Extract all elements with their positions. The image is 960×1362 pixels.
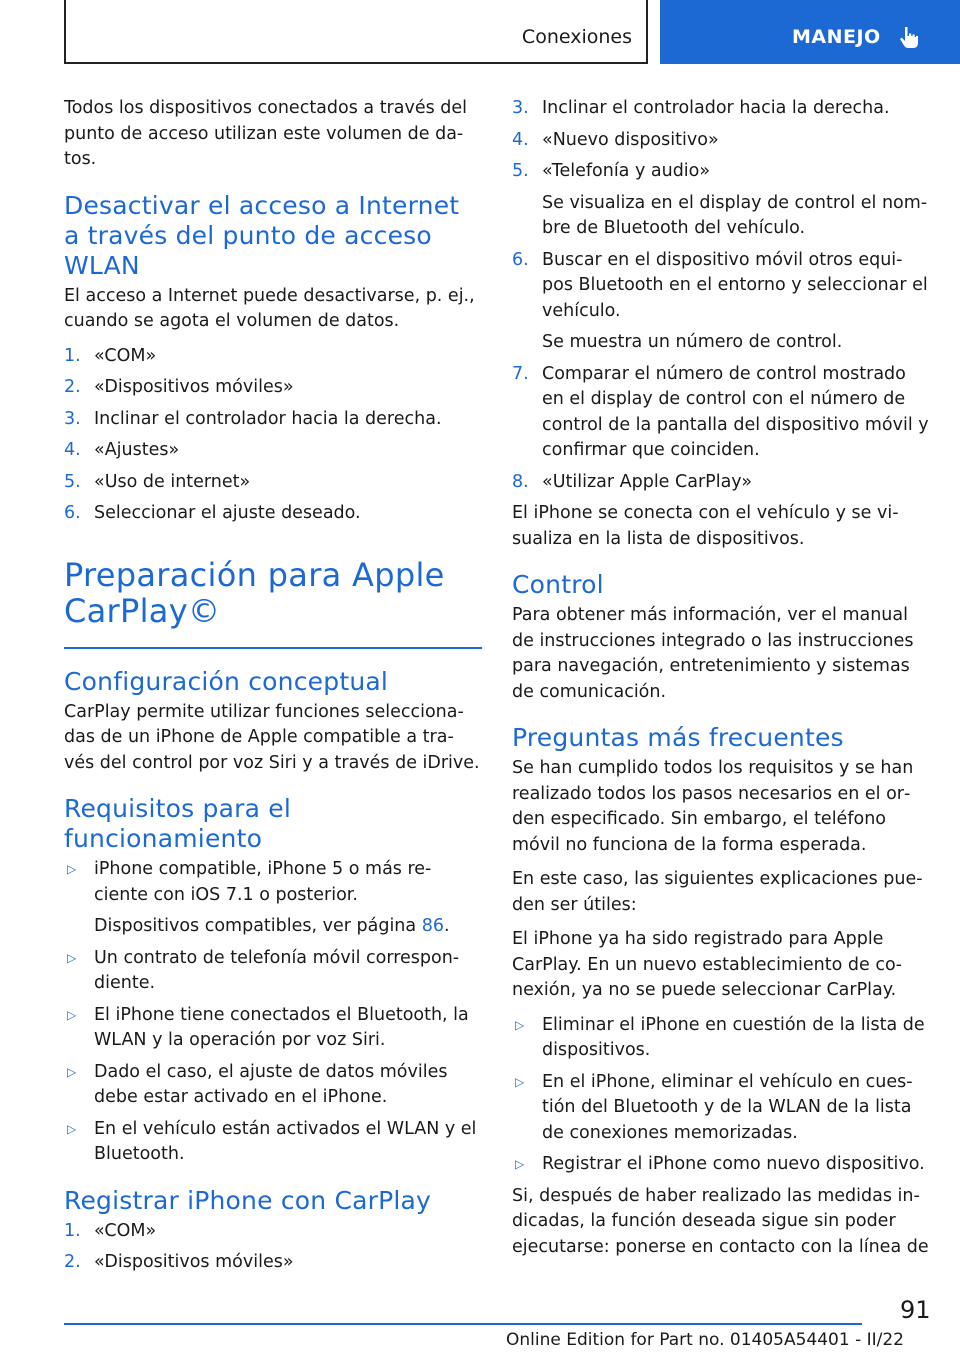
page-number: 91 — [900, 1296, 931, 1324]
heading-configuracion: Configuración conceptual — [64, 666, 389, 696]
steps-registrar-cont — [512, 96, 930, 495]
left-column — [64, 96, 482, 1282]
heading-carplay: Preparación para Apple CarPlay© — [64, 555, 445, 630]
faq-paragraph-3: El iPhone ya ha sido registrado para Apple CarPlay. En un nuevo establecimiento de co‐ nexión, ya no se puede seleccionar CarPlay. — [512, 929, 902, 1000]
heading-faq: Preguntas más frecuentes — [512, 723, 844, 752]
heading-registrar: Registrar iPhone con CarPlay — [64, 1185, 432, 1215]
bullet-text: En el vehículo están activados el WLAN y el Bluetooth. — [94, 1118, 477, 1164]
step-number: 8. — [512, 471, 529, 492]
steering-hand-icon — [896, 24, 922, 50]
list-item — [512, 128, 930, 154]
step-text: «COM» — [94, 1220, 157, 1241]
bullet-text: Dado el caso, el ajuste de datos móviles debe estar activado en el iPhone. — [94, 1061, 448, 1107]
bullet-text: El iPhone tiene conectados el Bluetooth, la WLAN y la operación por voz Siri. — [94, 1004, 469, 1050]
list-item — [64, 407, 482, 433]
bullet-text: Un contrato de telefonía móvil correspon‐ diente. — [94, 947, 460, 993]
triangle-bullet-icon: ▷ — [67, 1007, 77, 1022]
step-text: «Dispositivos móviles» — [94, 1252, 294, 1272]
list-item — [64, 1117, 482, 1168]
header-section-box — [64, 0, 648, 64]
list-item — [512, 1013, 930, 1064]
step-number: 2. — [64, 1252, 81, 1272]
chapter-tab-label: MANEJO — [792, 26, 881, 48]
step-number: 4. — [512, 129, 529, 150]
footer-rule — [64, 1323, 862, 1325]
bullet-text: Eliminar el iPhone en cuestión de la lista de dispositivos. — [542, 1014, 925, 1060]
faq-paragraph-1: Se han cumplido todos los requisitos y se han realizado todos los pasos necesarios en el or‐ den especificado. Sin embargo, el teléfono móvil no funciona de la forma esperada. — [512, 758, 914, 855]
steps-desactivar — [64, 344, 482, 527]
after-steps-paragraph: El iPhone se conecta con el vehículo y se vi‐ sualiza en la lista de dispositivos. — [512, 503, 899, 549]
step-text: «Telefonía y audio» — [542, 161, 711, 181]
triangle-bullet-icon: ▷ — [515, 1074, 525, 1089]
step-number: 2. — [64, 377, 81, 397]
faq-paragraph-2: En este caso, las siguientes explicaciones pue‐ den ser útiles: — [512, 869, 923, 915]
list-item — [64, 857, 482, 940]
bullet-subtext: Dispositivos compatibles, ver página 86. — [94, 916, 450, 936]
step-subtext: Se muestra un número de control. — [542, 332, 843, 352]
page-link[interactable]: 86 — [421, 916, 444, 936]
step-text: «Uso de internet» — [94, 471, 251, 492]
list-item — [64, 470, 482, 496]
list-item — [512, 248, 930, 356]
heading-control: Control — [512, 570, 604, 599]
requisitos-list — [64, 857, 482, 1168]
list-item — [512, 470, 930, 496]
list-item — [64, 375, 482, 401]
step-text: «Dispositivos móviles» — [94, 377, 294, 397]
chapter-tab[interactable] — [660, 0, 960, 64]
triangle-bullet-icon: ▷ — [515, 1157, 525, 1171]
footer-edition: Online Edition for Part no. 01405A54401 - II/22 — [505, 1330, 904, 1350]
triangle-bullet-icon: ▷ — [67, 1064, 77, 1079]
step-text: Inclinar el controlador hacia la derecha. — [94, 408, 442, 429]
desactivar-paragraph: El acceso a Internet puede desactivarse, p. ej., cuando se agota el volumen de datos. — [64, 285, 475, 331]
right-column — [512, 96, 930, 1269]
compatible-devices-text: Dispositivos compatibles, ver página — [94, 916, 417, 936]
list-item — [512, 159, 930, 242]
triangle-bullet-icon: ▷ — [67, 862, 77, 876]
step-text: «Nuevo dispositivo» — [542, 129, 719, 150]
section-title: Conexiones — [521, 26, 632, 48]
step-number: 3. — [64, 408, 81, 429]
step-number: 5. — [512, 161, 529, 181]
list-item — [512, 1152, 930, 1178]
list-item — [512, 1070, 930, 1147]
heading-rule — [64, 647, 482, 649]
step-text: Comparar el número de control mostrado en el display de control con el número de control de la pantalla del dispositivo móvil y confirmar que coinciden. — [542, 363, 929, 460]
list-item — [64, 344, 482, 370]
step-subtext: Se visualiza en el display de control el nom‐ bre de Bluetooth del vehículo. — [542, 192, 928, 238]
step-text: «COM» — [94, 345, 157, 366]
step-number: 4. — [64, 440, 81, 460]
list-item — [64, 1003, 482, 1054]
step-number: 6. — [512, 249, 529, 270]
triangle-bullet-icon: ▷ — [67, 1121, 77, 1136]
control-paragraph: Para obtener más información, ver el manual de instrucciones integrado o las instrucciones para navegación, entretenimiento y sistemas de comunicación. — [512, 605, 914, 702]
step-number: 1. — [64, 345, 81, 366]
step-text: Buscar en el dispositivo móvil otros equi‐ pos Bluetooth en el entorno y seleccionar el vehículo. — [542, 249, 928, 321]
faq-list — [512, 1013, 930, 1178]
bullet-text: Registrar el iPhone como nuevo dispositivo. — [542, 1154, 925, 1174]
step-text: Seleccionar el ajuste deseado. — [94, 503, 361, 523]
list-item — [64, 1219, 482, 1245]
list-item — [64, 501, 482, 527]
step-number: 7. — [512, 363, 529, 384]
list-item — [64, 438, 482, 464]
heading-requisitos: Requisitos para el funcionamiento — [64, 794, 291, 853]
step-number: 3. — [512, 98, 529, 118]
configuracion-paragraph: CarPlay permite utilizar funciones selecciona‐ das de un iPhone de Apple compatible a tra‐ vés del control por voz Siri y a través de iDrive. — [64, 701, 480, 773]
steps-registrar — [64, 1219, 482, 1276]
triangle-bullet-icon: ▷ — [67, 950, 77, 965]
bullet-text: iPhone compatible, iPhone 5 o más re‐ ciente con iOS 7.1 o posterior. — [94, 859, 432, 905]
list-item — [64, 946, 482, 997]
intro-paragraph: Todos los dispositivos conectados a través del punto de acceso utilizan este volumen de da‐ tos. — [64, 98, 468, 169]
step-number: 6. — [64, 503, 81, 523]
list-item — [512, 96, 930, 122]
final-paragraph: Si, después de haber realizado las medidas in‐ dicadas, la función deseada sigue sin poder ejecutarse: ponerse en contacto con la línea de — [512, 1185, 929, 1257]
step-text: «Ajustes» — [94, 440, 180, 460]
step-number: 1. — [64, 1220, 81, 1241]
triangle-bullet-icon: ▷ — [515, 1017, 525, 1032]
list-item — [512, 362, 930, 464]
list-item — [64, 1060, 482, 1111]
step-text: «Utilizar Apple CarPlay» — [542, 471, 753, 492]
bullet-text: En el iPhone, eliminar el vehículo en cues‐ tión del Bluetooth y de la WLAN de la lista de conexiones memorizadas. — [542, 1071, 913, 1143]
step-text: Inclinar el controlador hacia la derecha. — [542, 98, 890, 118]
heading-desactivar: Desactivar el acceso a Internet a través del punto de acceso WLAN — [64, 190, 460, 280]
list-item — [64, 1250, 482, 1276]
step-number: 5. — [64, 471, 81, 492]
